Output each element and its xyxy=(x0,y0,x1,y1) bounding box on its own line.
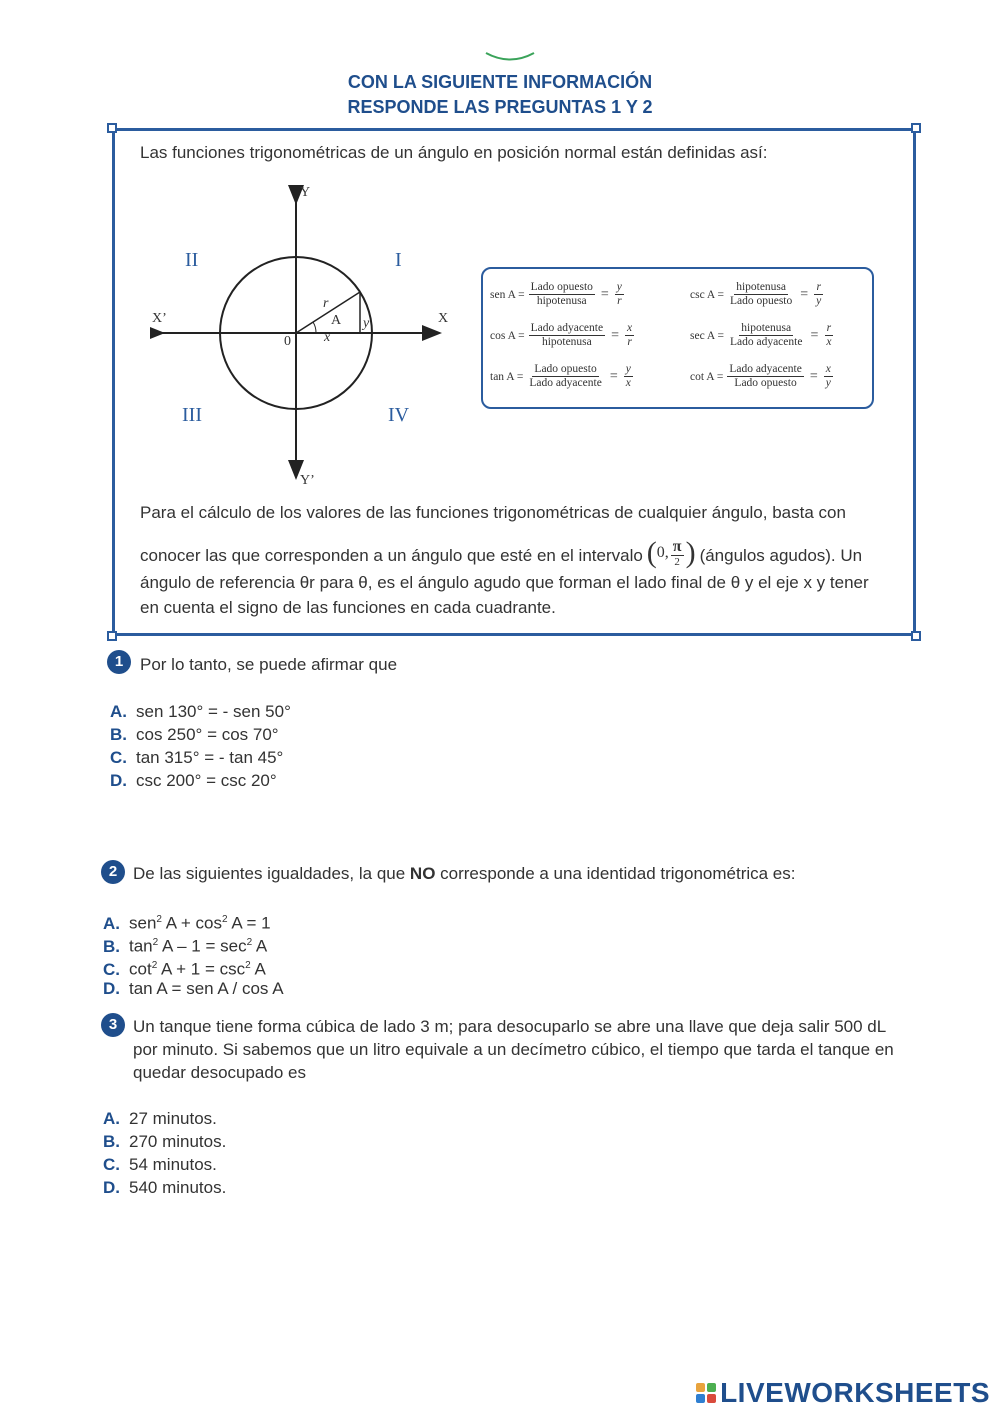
option-text: A = 1 xyxy=(227,913,271,933)
formula-numerator: y xyxy=(616,281,622,293)
info-paragraph-line-3: ángulo de referencia θr para θ, es el ángulo agudo que forman el lado final de θ y el eje x y tener xyxy=(140,573,869,592)
question-3-option-d[interactable] xyxy=(103,1176,226,1199)
formula-denominator: x xyxy=(826,336,832,348)
question-text: De las siguientes igualdades, la que xyxy=(133,864,406,883)
question-3-option-a[interactable] xyxy=(103,1107,217,1130)
option-letter: B. xyxy=(103,1132,120,1151)
formula-name: tan A = xyxy=(490,370,524,383)
axis-y-label: Y xyxy=(300,185,311,200)
unit-circle-diagram xyxy=(150,185,460,490)
option-text: 270 minutos. xyxy=(129,1132,227,1151)
formula-equals: = xyxy=(611,327,619,343)
formula-numerator: Lado opuesto xyxy=(530,281,593,293)
formula-denominator: Lado adyacente xyxy=(529,377,602,389)
frame-corner xyxy=(107,631,117,641)
formula-numerator: Lado opuesto xyxy=(534,363,597,375)
heading-line-1: CON LA SIGUIENTE INFORMACIÓN xyxy=(347,72,653,92)
formula-equals: = xyxy=(810,327,819,343)
formula-numerator: Lado adyacente xyxy=(729,363,802,375)
option-letter: A. xyxy=(103,913,120,933)
option-letter: D. xyxy=(103,1178,120,1197)
logo-square xyxy=(696,1394,705,1403)
formula-numerator: hipotenusa xyxy=(741,322,792,334)
option-letter: D. xyxy=(103,979,120,998)
option-text: A + 1 = csc xyxy=(157,959,246,979)
formula-cot xyxy=(690,363,837,390)
radius-label: r xyxy=(323,296,329,311)
formulas-table xyxy=(481,267,874,409)
info-paragraph-line-1: Para el cálculo de los valores de las funciones trigonométricas de cualquier ángulo, basta con xyxy=(140,503,846,522)
formula-tan xyxy=(490,363,637,390)
decorative-arc xyxy=(484,50,536,64)
formula-denominator: Lado opuesto xyxy=(734,377,797,389)
paragraph-text: conocer las que corresponden a un ángulo que esté en el intervalo xyxy=(140,546,643,565)
question-1-number: 1 xyxy=(107,650,131,674)
question-2-text xyxy=(133,862,796,885)
option-text: tan xyxy=(129,936,153,956)
formula-numerator: r xyxy=(826,322,832,334)
quadrant-iv-label: IV xyxy=(388,404,410,426)
formula-numerator: hipotenusa xyxy=(736,281,787,293)
liveworksheets-logo-icon xyxy=(696,1383,716,1403)
formula-equals: = xyxy=(800,286,809,302)
formula-denominator: r xyxy=(627,336,632,348)
option-text: sen xyxy=(129,913,157,933)
formula-cos xyxy=(490,322,638,349)
option-letter: A. xyxy=(110,702,127,721)
question-text: corresponde a una identidad trigonométrica es: xyxy=(440,864,796,883)
formula-sec xyxy=(690,322,837,349)
question-1-option-d[interactable] xyxy=(110,769,277,792)
formula-denominator: y xyxy=(825,377,831,389)
option-superscript: 2 xyxy=(222,914,228,925)
formula-denominator: Lado adyacente xyxy=(729,336,803,348)
option-text: csc 200° = csc 20° xyxy=(136,771,277,790)
formula-name: cos A = xyxy=(490,329,525,342)
question-1-option-c[interactable] xyxy=(110,746,283,769)
heading-line-2: RESPONDE LAS PREGUNTAS 1 Y 2 xyxy=(347,97,653,117)
question-1-option-a[interactable] xyxy=(110,700,291,723)
formula-numerator: y xyxy=(625,363,631,375)
formula-denominator: hipotenusa xyxy=(541,336,592,348)
option-superscript: 2 xyxy=(246,937,253,948)
option-letter: C. xyxy=(103,959,120,979)
formula-numerator: x xyxy=(825,363,831,375)
option-letter: B. xyxy=(110,725,127,744)
formula-name: sec A = xyxy=(690,329,724,342)
formula-name: cot A = xyxy=(690,370,724,383)
formula-name: sen A = xyxy=(490,288,525,301)
option-superscript: 2 xyxy=(151,960,158,971)
formula-name: csc A = xyxy=(690,288,724,301)
info-paragraph-line-4: en cuenta el signo de las funciones en cada cuadrante. xyxy=(140,598,556,617)
option-text: tan A = sen A / cos A xyxy=(129,979,284,998)
formula-equals: = xyxy=(809,368,818,384)
question-3-number: 3 xyxy=(101,1013,125,1037)
option-text: A xyxy=(250,959,266,979)
option-text: cos 250° = cos 70° xyxy=(136,725,279,744)
info-paragraph-line-2 xyxy=(140,528,888,568)
question-2-number: 2 xyxy=(101,860,125,884)
question-3-line-3: quedar desocupado es xyxy=(133,1063,306,1082)
origin-label: 0 xyxy=(284,334,291,349)
option-text: A xyxy=(252,936,268,956)
option-letter: C. xyxy=(103,1155,120,1174)
question-3-option-c[interactable] xyxy=(103,1153,217,1176)
option-letter: C. xyxy=(110,748,127,767)
question-3-option-b[interactable] xyxy=(103,1130,226,1153)
quadrant-iii-label: III xyxy=(182,404,202,426)
option-superscript: 2 xyxy=(152,937,159,948)
formula-denominator: r xyxy=(617,295,622,307)
interval-zero: 0, xyxy=(656,544,669,561)
formula-csc xyxy=(690,281,827,308)
question-3-line-2: por minuto. Si sabemos que un litro equivale a un decímetro cúbico, el tiempo que tarda el tanque en xyxy=(133,1040,894,1059)
question-2-option-d[interactable] xyxy=(103,977,284,1000)
angle-label: A xyxy=(331,313,342,328)
frame-corner xyxy=(911,631,921,641)
option-superscript: 2 xyxy=(245,960,251,971)
interval-two: 2 xyxy=(674,555,680,568)
info-intro: Las funciones trigonométricas de un ángulo en posición normal están definidas así: xyxy=(140,143,768,162)
frame-corner xyxy=(107,123,117,133)
leg-x-label: x xyxy=(324,330,331,345)
interval-pi: π xyxy=(672,537,682,555)
formula-denominator: hipotenusa xyxy=(536,295,587,307)
option-text: 27 minutos. xyxy=(129,1109,217,1128)
option-letter: B. xyxy=(103,936,120,956)
quadrant-i-label: I xyxy=(395,249,402,271)
question-emphasis: NO xyxy=(409,864,436,883)
option-text: A + cos xyxy=(161,913,222,933)
axis-y-neg-label: Y’ xyxy=(300,473,315,488)
option-text: sen 130° = - sen 50° xyxy=(136,702,291,721)
interval-notation: ( 0, $\frac{\pi}{2}$ ) xyxy=(646,536,696,569)
formula-denominator: y xyxy=(816,295,822,307)
paragraph-text: (ángulos agudos). Un xyxy=(699,546,863,565)
formula-numerator: Lado adyacente xyxy=(530,322,604,334)
liveworksheets-brand[interactable] xyxy=(696,1377,990,1409)
option-letter: D. xyxy=(110,771,127,790)
option-letter: A. xyxy=(103,1109,120,1128)
logo-square xyxy=(707,1394,716,1403)
axis-x-label: X xyxy=(438,311,449,326)
option-text: 54 minutos. xyxy=(129,1155,217,1174)
frame-corner xyxy=(911,123,921,133)
logo-square xyxy=(696,1383,705,1392)
formula-equals: = xyxy=(609,368,618,384)
question-1-text: Por lo tanto, se puede afirmar que xyxy=(140,655,398,674)
formula-denominator: x xyxy=(625,377,631,389)
question-3-line-1: Un tanque tiene forma cúbica de lado 3 m; para desocuparlo se abre una llave que deja salir 500 dL xyxy=(133,1017,887,1036)
formula-numerator: x xyxy=(627,322,633,334)
formula-denominator: Lado opuesto xyxy=(729,295,793,307)
question-1-option-b[interactable] xyxy=(110,723,279,746)
formula-equals: = xyxy=(600,286,609,302)
option-superscript: 2 xyxy=(156,914,162,925)
formula-sen xyxy=(490,281,628,308)
option-text: 540 minutos. xyxy=(129,1178,227,1197)
axis-x-neg-label: X’ xyxy=(152,311,167,326)
formula-numerator: r xyxy=(816,281,821,293)
brand-text: LIVEWORKSHEETS xyxy=(720,1377,990,1408)
option-text: tan 315° = - tan 45° xyxy=(136,748,284,767)
angle-arc xyxy=(313,322,316,333)
option-text: A – 1 = sec xyxy=(158,936,247,956)
quadrant-ii-label: II xyxy=(185,249,199,271)
leg-y-label: y xyxy=(363,316,370,331)
option-text: cot xyxy=(129,959,152,979)
logo-square xyxy=(707,1383,716,1392)
